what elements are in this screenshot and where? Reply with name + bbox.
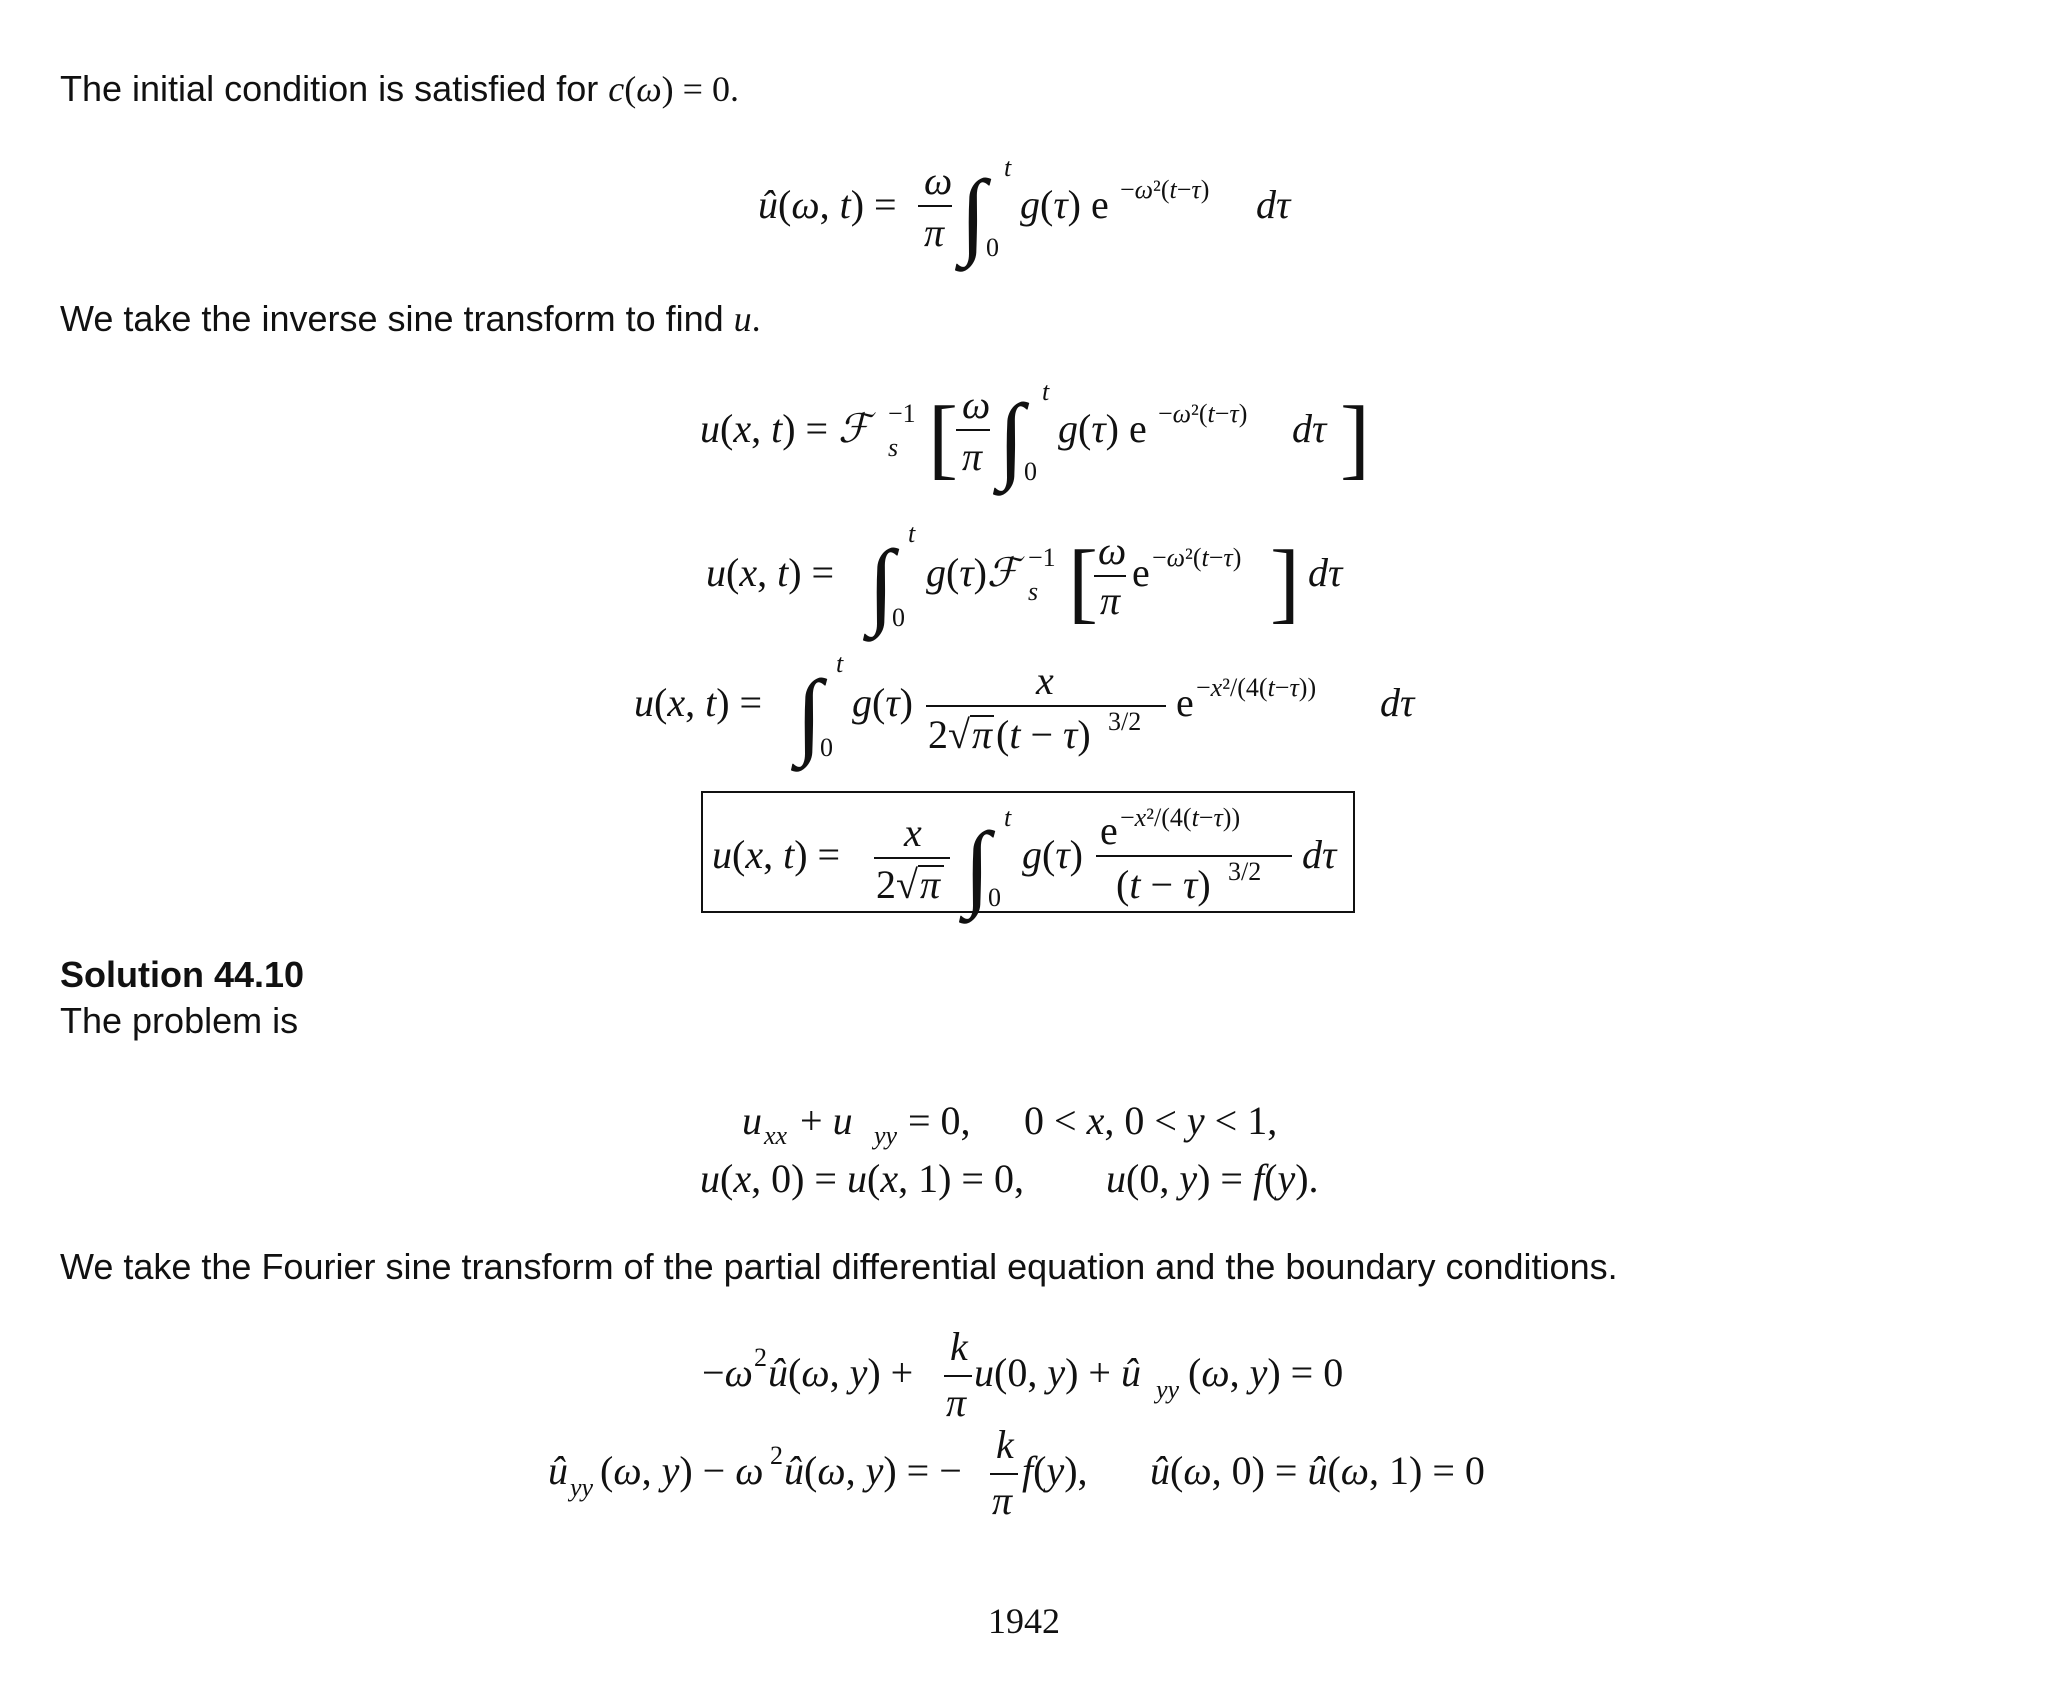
equation-problem-statement-svg [0, 1090, 2048, 1220]
svg-text:]: ] [1340, 389, 1370, 488]
svg-text:3/2: 3/2 [1108, 707, 1142, 736]
svg-text:−ω²(t−τ): −ω²(t−τ) [1152, 543, 1242, 572]
svg-text:(t − τ): (t − τ) [1116, 862, 1211, 907]
svg-text:k: k [950, 1324, 968, 1369]
svg-text:s: s [1028, 577, 1039, 606]
paragraph-problem-is: The problem is [60, 1000, 299, 1041]
equation-boxed-result-svg [0, 788, 2048, 918]
svg-text:2: 2 [770, 1441, 783, 1470]
svg-text:e: e [1176, 680, 1194, 725]
svg-text:−x²/(4(t−τ)): −x²/(4(t−τ)) [1120, 803, 1241, 832]
svg-text:π: π [1100, 578, 1121, 623]
svg-text:dτ: dτ [1380, 680, 1415, 725]
svg-text:0: 0 [892, 603, 905, 632]
svg-text:t: t [1004, 803, 1012, 832]
svg-text:∫: ∫ [868, 530, 895, 637]
svg-text:u(x, t) =: u(x, t) = [634, 680, 763, 725]
svg-text:∫: ∫ [796, 660, 823, 767]
svg-text:−x²/(4(t−τ)): −x²/(4(t−τ)) [1196, 673, 1317, 702]
equation-substituted-svg [0, 650, 2048, 780]
equation-transformed-svg [0, 1320, 2048, 1523]
svg-text:g(τ): g(τ) [1022, 832, 1083, 877]
svg-text:0: 0 [986, 233, 999, 262]
svg-text:u(x, 0) = u(x, 1) = 0,: u(x, 0) = u(x, 1) = 0, [700, 1156, 1024, 1201]
svg-text:e: e [1132, 550, 1150, 595]
svg-text:t: t [836, 649, 844, 678]
equation-substituted [0, 650, 2048, 780]
svg-text:π: π [920, 862, 941, 907]
svg-text:π: π [972, 712, 993, 757]
svg-text:e: e [1100, 808, 1118, 853]
svg-text:∫: ∫ [998, 384, 1025, 491]
svg-text:t: t [908, 519, 916, 548]
paragraph-fourier-sine: We take the Fourier sine transform of the partial differential equation and the boundary conditions. [60, 1246, 1618, 1287]
svg-text:]: ] [1270, 533, 1300, 632]
svg-text:k: k [996, 1422, 1014, 1467]
svg-text:dτ: dτ [1292, 406, 1327, 451]
equation-transformed [0, 1320, 2048, 1523]
equation-uhat-svg [0, 150, 2048, 270]
svg-text:dτ: dτ [1302, 832, 1337, 877]
equation-boxed-result [0, 788, 2048, 918]
svg-text:t: t [1042, 377, 1050, 406]
equation-uhat [0, 150, 2048, 270]
svg-text:2: 2 [876, 862, 896, 907]
svg-text:[: [ [1068, 533, 1098, 632]
svg-text:g(τ): g(τ) [852, 680, 913, 725]
svg-text:π: π [946, 1380, 967, 1425]
equation-inverse-transform-svg [0, 370, 2048, 490]
page-number: 1942 [988, 1601, 1060, 1641]
svg-text:dτ: dτ [1308, 550, 1343, 595]
equation-problem-statement [0, 1090, 2048, 1220]
paragraph-text: The initial condition is satisfied for [60, 68, 609, 109]
svg-text:x: x [1036, 658, 1054, 703]
svg-text:û(ω, t) =: û(ω, t) = [758, 182, 897, 227]
svg-text:∫: ∫ [960, 160, 987, 267]
svg-text:+ u: + u [800, 1098, 853, 1143]
svg-text:√: √ [948, 712, 970, 757]
svg-text:2: 2 [928, 712, 948, 757]
svg-text:x: x [904, 810, 922, 855]
svg-text:0: 0 [820, 733, 833, 762]
svg-text:0: 0 [1024, 457, 1037, 486]
equation-integral-inside-svg [0, 520, 2048, 640]
svg-text:xx: xx [764, 1121, 788, 1150]
paragraph-inverse-sine: We take the inverse sine transform to find u. [60, 298, 761, 339]
svg-text:g(τ)ℱ: g(τ)ℱ [926, 550, 1019, 595]
svg-text:π: π [992, 1478, 1013, 1523]
svg-text:[: [ [928, 389, 958, 488]
equation-integral-inside [0, 520, 2048, 640]
svg-text:g(τ) e: g(τ) e [1020, 182, 1109, 227]
svg-text:û(ω, 0) = û(ω, 1) = 0: û(ω, 0) = û(ω, 1) = 0 [1150, 1448, 1485, 1493]
svg-text:π: π [962, 434, 983, 479]
svg-text:yy: yy [570, 1473, 594, 1502]
svg-text:0 < x, 0 < y < 1,: 0 < x, 0 < y < 1, [1024, 1098, 1278, 1143]
svg-text:ω: ω [1098, 528, 1127, 573]
svg-text:u(0, y) + û: u(0, y) + û [974, 1350, 1141, 1395]
svg-text:= 0,: = 0, [908, 1098, 971, 1143]
svg-text:−ω²(t−τ): −ω²(t−τ) [1158, 399, 1248, 428]
svg-text:ω: ω [962, 382, 991, 427]
svg-text:(t − τ): (t − τ) [996, 712, 1091, 757]
svg-text:0: 0 [988, 883, 1001, 912]
svg-text:u: u [742, 1098, 762, 1143]
svg-text:u(x, t) =: u(x, t) = [706, 550, 835, 595]
svg-text:s: s [888, 433, 899, 462]
svg-text:u(x, t) = ℱ: u(x, t) = ℱ [700, 406, 870, 451]
svg-text:√: √ [896, 862, 918, 907]
solution-heading: Solution 44.10 [60, 954, 305, 995]
svg-text:−1: −1 [1028, 543, 1056, 572]
svg-text:(ω, y) − ω: (ω, y) − ω [600, 1448, 764, 1493]
svg-text:u(x, t) =: u(x, t) = [712, 832, 841, 877]
svg-text:yy: yy [1156, 1375, 1180, 1404]
svg-text:yy: yy [874, 1121, 898, 1150]
svg-text:ω: ω [924, 158, 953, 203]
svg-text:−1: −1 [888, 399, 916, 428]
svg-text:u(0, y) = f(y).: u(0, y) = f(y). [1106, 1156, 1319, 1201]
paragraph-initial-condition: The initial condition is satisfied for c(ω) = 0. [60, 68, 739, 109]
svg-text:û: û [548, 1448, 568, 1493]
equation-inverse-transform [0, 370, 2048, 490]
svg-text:dτ: dτ [1256, 182, 1291, 227]
svg-text:û(ω, y) = −: û(ω, y) = − [784, 1448, 962, 1493]
svg-text:3/2: 3/2 [1228, 857, 1262, 886]
svg-text:π: π [924, 210, 945, 255]
svg-text:(ω, y) = 0: (ω, y) = 0 [1188, 1350, 1344, 1395]
svg-text:g(τ) e: g(τ) e [1058, 406, 1147, 451]
svg-text:û(ω, y) +: û(ω, y) + [768, 1350, 914, 1395]
svg-text:2: 2 [754, 1343, 767, 1372]
svg-text:−ω: −ω [702, 1350, 753, 1395]
svg-text:−ω²(t−τ): −ω²(t−τ) [1120, 175, 1210, 204]
svg-text:f(y),: f(y), [1022, 1448, 1088, 1493]
svg-text:t: t [1004, 153, 1012, 182]
svg-text:∫: ∫ [964, 812, 991, 919]
